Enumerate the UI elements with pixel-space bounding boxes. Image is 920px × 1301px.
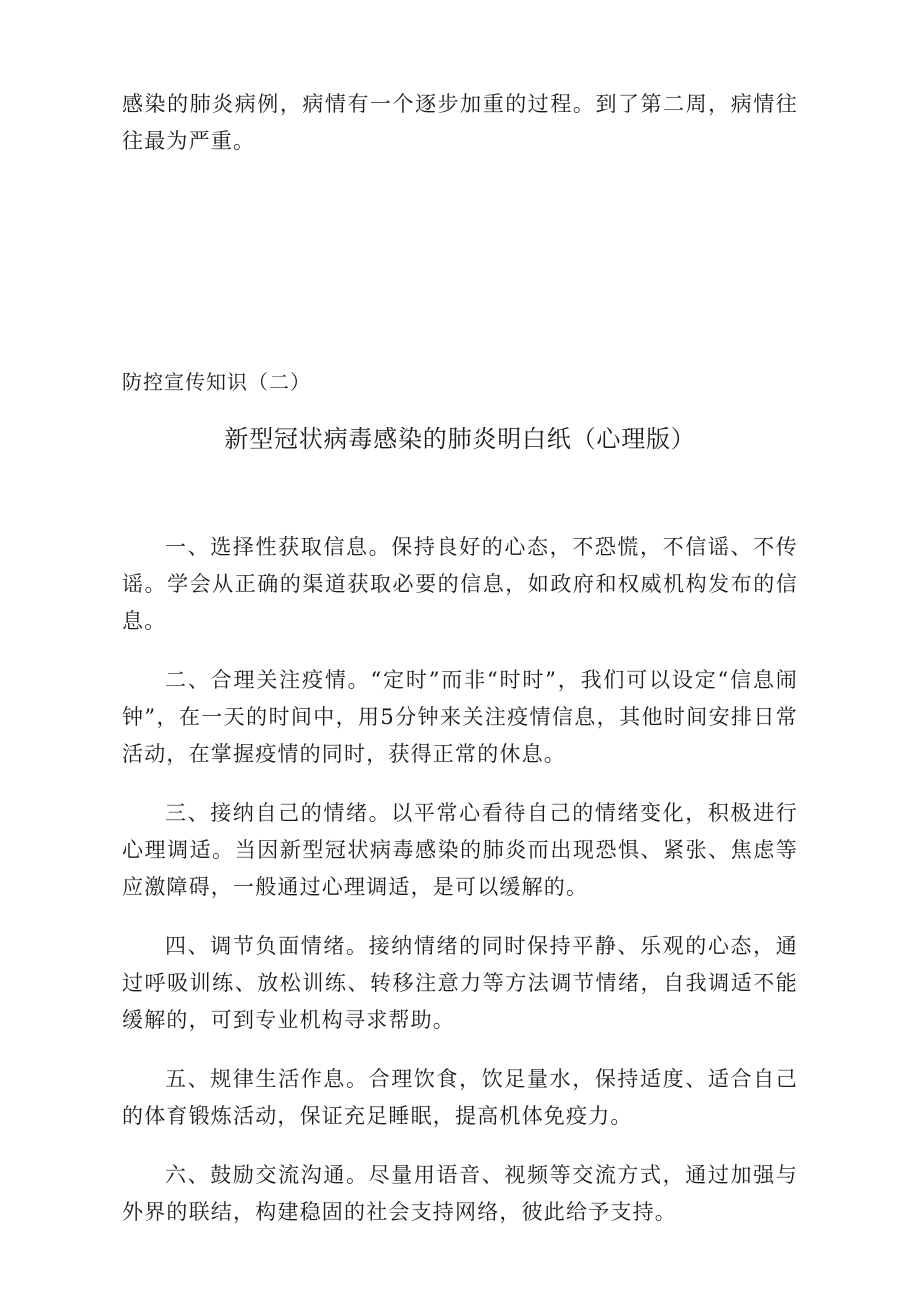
document-title: 新型冠状病毒感染的肺炎明白纸（心理版） bbox=[224, 425, 696, 453]
guideline-item-2: 二、合理关注疫情。“定时”而非“时时”，我们可以设定“信息闹钟”，在一天的时间中，用5分钟来关注疫情信息，其他时间安排日常活动，在掌握疫情的同时，获得正常的休息。 bbox=[122, 668, 798, 766]
guideline-item-4: 四、调节负面情绪。接纳情绪的同时保持平静、乐观的心态，通过呼吸训练、放松训练、转移注意力等方法调节情绪，自我调适不能缓解的，可到专业机构寻求帮助。 bbox=[122, 934, 798, 1032]
guideline-list bbox=[122, 529, 798, 1253]
intro-paragraph: 感染的肺炎病例，病情有一个逐步加重的过程。到了第二周，病情往往最为严重。 bbox=[122, 92, 798, 153]
section-label: 防控宣传知识（二） bbox=[122, 370, 311, 394]
guideline-item-1: 一、选择性获取信息。保持良好的心态，不恐慌，不信谣、不传谣。学会从正确的渠道获取必要的信息，如政府和权威机构发布的信息。 bbox=[122, 535, 798, 633]
guideline-item-3: 三、接纳自己的情绪。以平常心看待自己的情绪变化，积极进行心理调适。当因新型冠状病毒感染的肺炎而出现恐惧、紧张、焦虑等应激障碍，一般通过心理调适，是可以缓解的。 bbox=[122, 801, 798, 899]
guideline-item-6: 六、鼓励交流沟通。尽量用语音、视频等交流方式，通过加强与外界的联结，构建稳固的社会支持网络，彼此给予支持。 bbox=[122, 1163, 798, 1224]
guideline-item-5: 五、规律生活作息。合理饮食，饮足量水，保持适度、适合自己的体育锻炼活动，保证充足睡眠，提高机体免疫力。 bbox=[122, 1067, 798, 1128]
